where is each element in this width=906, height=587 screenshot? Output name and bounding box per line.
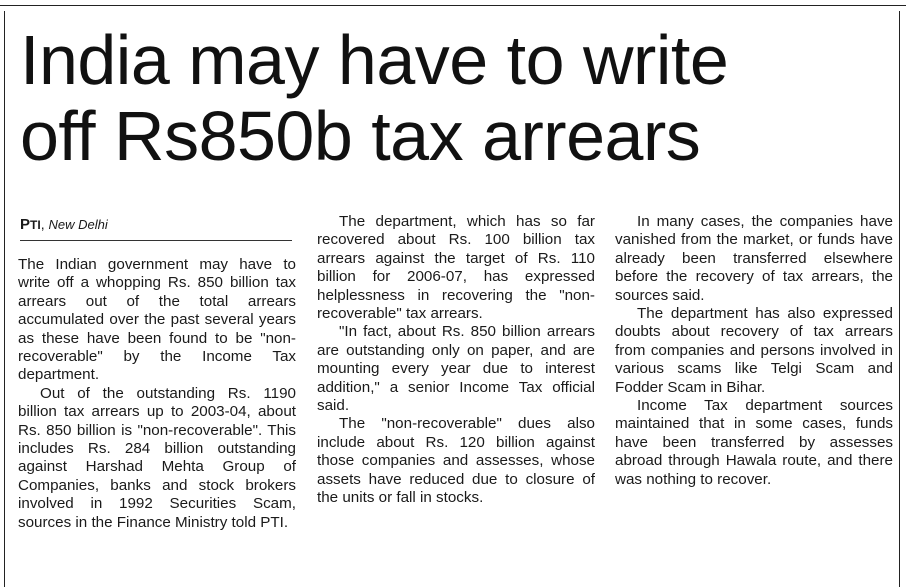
paragraph: "In fact, about Rs. 850 billion arrears are outstanding only on paper, and are mounting every year due to interest addition," a senior Income Tax official said. bbox=[317, 323, 595, 415]
headline-line-1: India may have to write bbox=[20, 21, 729, 99]
clipping-top-rule bbox=[0, 5, 906, 6]
paragraph: The Indian government may have to write off a whopping Rs. 850 billion tax arrears out of the total arrears accumulated over the past several years as these have been found to be "non-recoverable" by the Income Tax department. bbox=[18, 256, 296, 384]
paragraph: The "non-recoverable" dues also include about Rs. 120 billion against those companies and assesses, whose assets have reduced due to closure of the units or fall in stocks. bbox=[317, 415, 595, 507]
paragraph: Out of the outstanding Rs. 1190 billion tax arrears up to 2003-04, about Rs. 850 billion is "non-recoverable". This includes Rs. 284 billion outstanding against Harshad Mehta Group of Companies, banks and stock brokers involved in 1992 Securities Scam, sources in the Finance Ministry told PTI. bbox=[18, 384, 296, 531]
article-column-2 bbox=[317, 213, 595, 508]
byline-agency: PTI bbox=[20, 216, 41, 233]
paragraph: In many cases, the companies have vanished from the market, or funds have already been transferred elsewhere before the recovery of tax arrears, the sources said. bbox=[615, 213, 893, 304]
headline-line-2: off Rs850b tax arrears bbox=[20, 97, 701, 175]
paragraph: The department has also expressed doubts about recovery of tax arrears from companies and persons involved in various scams like Telgi Scam and Fodder Scam in Bihar. bbox=[615, 305, 893, 396]
byline-place: New Delhi bbox=[48, 217, 108, 232]
paragraph: The department, which has so far recovered about Rs. 100 billion tax arrears against the target of Rs. 110 billion for 2006-07, has expressed helplessness in recovering the "non-recoverable" tax arrears. bbox=[317, 213, 595, 323]
headline bbox=[20, 22, 890, 174]
paragraph: Income Tax department sources maintained that in some cases, funds have been transferred by assesses abroad through Hawala route, and there was nothing to recover. bbox=[615, 397, 893, 488]
byline: PTI, New Delhi bbox=[20, 215, 292, 241]
article-column-3 bbox=[615, 213, 893, 489]
article-column-1 bbox=[18, 256, 296, 532]
